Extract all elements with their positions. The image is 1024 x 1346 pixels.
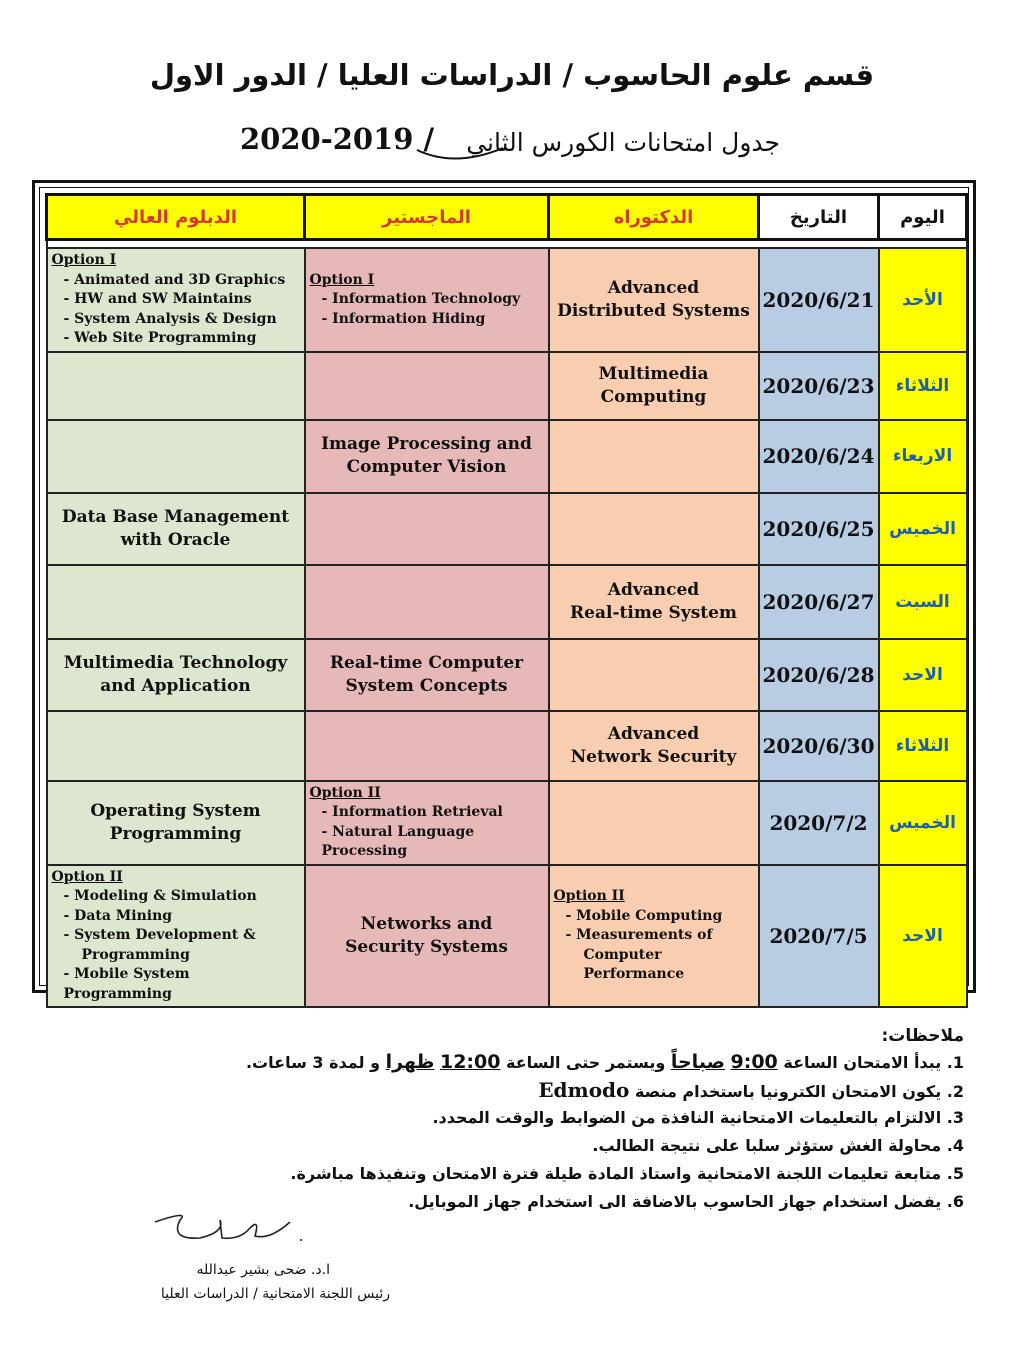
course-item: - Information Hiding <box>321 310 486 327</box>
option-heading: Option II <box>309 784 381 801</box>
cell-date: 2020/6/28 <box>759 639 879 711</box>
cell-diploma <box>47 565 305 639</box>
cell-masters <box>305 493 549 565</box>
exam-schedule-subtitle <box>240 122 780 166</box>
course-item: - Natural Language Processing <box>321 823 475 859</box>
cell-day: الخميس <box>879 493 967 565</box>
table-row <box>47 493 967 565</box>
note-2: 2. يكون الامتحان الكترونيا باستخدام منصة Edmodo <box>538 1078 964 1102</box>
notes-section <box>204 1026 964 1216</box>
course-name: Networks and Security Systems <box>345 913 508 957</box>
cell-masters <box>305 565 549 639</box>
handwritten-signature <box>150 1210 320 1250</box>
option-heading: Option I <box>309 271 375 288</box>
course-item: - Modeling & Simulation <box>63 888 257 904</box>
header-masters: الماجستير <box>305 195 549 240</box>
cell-masters <box>305 639 549 711</box>
table-row <box>47 352 967 420</box>
note-5: 5. متابعة تعليمات اللجنة الامتحانية واستاذ المادة طيلة فترة الامتحان وتنفيذها مباشرة. <box>290 1164 964 1183</box>
cell-date: 2020/6/21 <box>759 248 879 352</box>
schedule-rows <box>47 248 967 1007</box>
cell-masters <box>305 352 549 420</box>
course-item: - Animated and 3D Graphics <box>63 271 286 288</box>
academic-year: 2020-2019 / <box>240 122 435 156</box>
table-row <box>47 865 967 1008</box>
cell-diploma <box>47 248 305 352</box>
course-name: Operating System Programming <box>90 800 261 844</box>
table-header-row <box>47 195 967 240</box>
course-item: - Data Mining <box>63 907 173 924</box>
course-item: - Measurements of <box>565 927 713 943</box>
cell-masters <box>305 248 549 352</box>
cell-phd <box>549 352 759 420</box>
cell-diploma <box>47 352 305 420</box>
notes-heading: ملاحظات: <box>881 1026 964 1046</box>
note-6: 6. يفضل استخدام جهاز الحاسوب بالاضافة الى استخدام جهاز الموبايل. <box>408 1192 964 1211</box>
signature-block <box>80 1210 400 1320</box>
cell-diploma <box>47 781 305 865</box>
note-4: 4. محاولة الغش ستؤثر سلبا على نتيجة الطالب. <box>592 1136 964 1155</box>
header-diploma: الدبلوم العالي <box>47 195 305 240</box>
cell-diploma <box>47 865 305 1008</box>
cell-date: 2020/6/30 <box>759 711 879 781</box>
option-heading: Option II <box>553 888 625 904</box>
course-item: - System Analysis & Design <box>63 310 277 327</box>
header-date: التاريخ <box>759 195 879 240</box>
course-item: Computer Performance <box>583 946 685 982</box>
page-title: قسم علوم الحاسوب / الدراسات العليا / الدور الاول <box>149 58 875 92</box>
course-name: Real-time Computer System Concepts <box>329 652 524 696</box>
cell-diploma <box>47 493 305 565</box>
course-name: Data Base Management with Oracle <box>61 506 290 550</box>
note-1: 1. يبدأ الامتحان الساعة 9:00 صباحاً ويستمر حتى الساعة 12:00 ظهرا و لمدة 3 ساعات. <box>245 1051 964 1073</box>
course-item: - HW and SW Maintains <box>63 291 252 307</box>
table-row <box>47 420 967 493</box>
table-row <box>47 781 967 865</box>
signatory-name: ا.د. ضحى بشير عبدالله <box>196 1262 330 1278</box>
course-item: Programming <box>81 946 190 963</box>
cell-masters <box>305 711 549 781</box>
cell-masters <box>305 781 549 865</box>
subtitle-text: جدول امتحانات الكورس الثاني <box>466 128 780 157</box>
cell-date: 2020/6/27 <box>759 565 879 639</box>
cell-day: الاحد <box>879 865 967 1008</box>
header-phd: الدكتوراه <box>549 195 759 240</box>
table-row <box>47 248 967 352</box>
cell-masters <box>305 865 549 1008</box>
schedule-frame <box>32 180 976 1002</box>
course-item: - System Development & <box>63 927 256 943</box>
cell-day: الاحد <box>879 639 967 711</box>
header-day: اليوم <box>879 195 967 240</box>
cell-day: الثلاثاء <box>879 352 967 420</box>
table-row <box>47 565 967 639</box>
option-heading: Option II <box>51 868 123 885</box>
cell-date: 2020/6/24 <box>759 420 879 493</box>
cell-phd <box>549 248 759 352</box>
cell-day: الثلاثاء <box>879 711 967 781</box>
course-item: - Information Retrieval <box>321 804 503 820</box>
cell-phd <box>549 865 759 1008</box>
cell-masters <box>305 420 549 493</box>
note-3: 3. الالتزام بالتعليمات الامتحانية النافذة من الضوابط والوقت المحدد. <box>432 1108 964 1127</box>
cell-phd <box>549 493 759 565</box>
course-name: Multimedia Technology and Application <box>63 652 288 696</box>
course-item: - Web Site Programming <box>63 330 257 346</box>
cell-day: الأحد <box>879 248 967 352</box>
cell-diploma <box>47 420 305 493</box>
course-name: Advanced Real-time System <box>570 579 737 623</box>
cell-date: 2020/6/23 <box>759 352 879 420</box>
cell-phd <box>549 711 759 781</box>
cell-date: 2020/6/25 <box>759 493 879 565</box>
course-name: Advanced Network Security <box>570 723 737 767</box>
cell-phd <box>549 565 759 639</box>
course-name: Multimedia Computing <box>598 363 709 407</box>
cell-phd <box>549 781 759 865</box>
signatory-role: رئيس اللجنة الامتحانية / الدراسات العليا <box>160 1286 390 1302</box>
course-name: Advanced Distributed Systems <box>557 277 750 321</box>
table-row <box>47 711 967 781</box>
exam-schedule-table <box>45 193 968 1008</box>
cell-date: 2020/7/2 <box>759 781 879 865</box>
cell-day: السبت <box>879 565 967 639</box>
cell-day: الاربعاء <box>879 420 967 493</box>
table-row <box>47 639 967 711</box>
cell-day: الخميس <box>879 781 967 865</box>
cell-diploma <box>47 711 305 781</box>
course-item: - Information Technology <box>321 291 521 307</box>
cell-phd <box>549 420 759 493</box>
course-item: - Mobile System Programming <box>63 966 190 1002</box>
cell-phd <box>549 639 759 711</box>
option-heading: Option I <box>51 252 117 268</box>
cell-date: 2020/7/5 <box>759 865 879 1008</box>
course-item: - Mobile Computing <box>565 907 723 924</box>
cell-diploma <box>47 639 305 711</box>
course-name: Image Processing and Computer Vision <box>321 434 532 477</box>
